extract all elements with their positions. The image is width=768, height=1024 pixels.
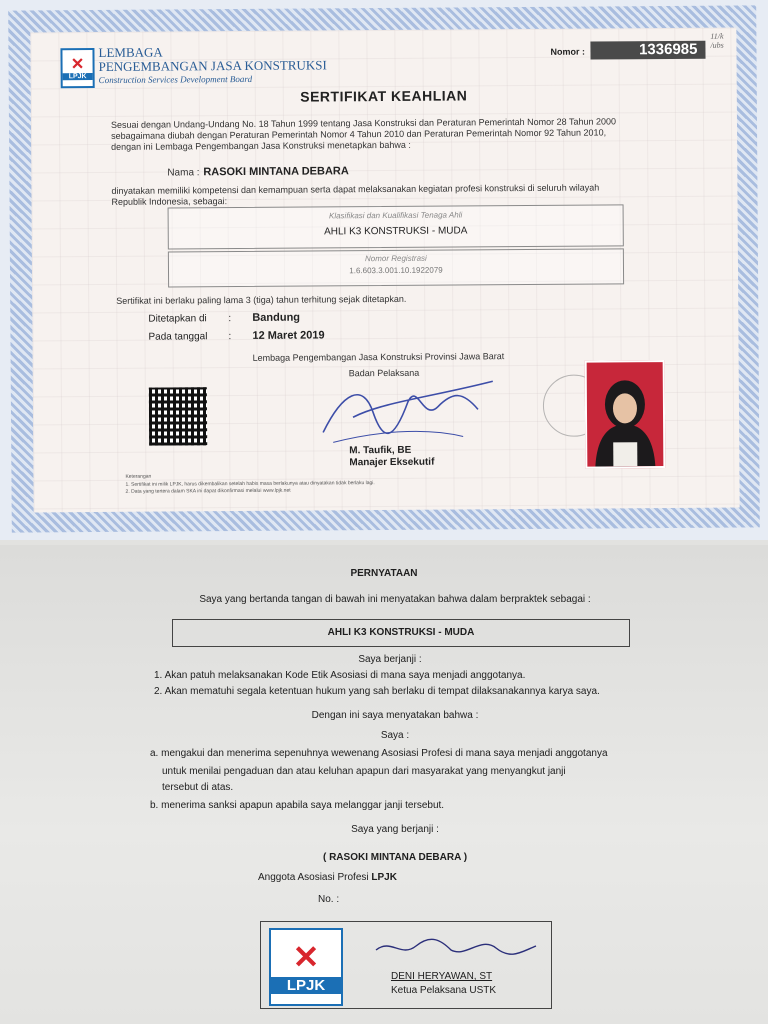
- qr-code: [149, 387, 207, 445]
- ditetapkan-label: Ditetapkan di: [148, 313, 207, 325]
- issuer-line-1: Lembaga Pengembangan Jasa Konstruksi Provinsi Jawa Barat: [252, 351, 505, 363]
- colon-2: :: [228, 331, 232, 343]
- declarant-name: ( RASOKI MINTANA DEBARA ): [322, 852, 468, 863]
- name-label: Nama :: [167, 167, 200, 179]
- logo-text: LPJK: [63, 73, 93, 80]
- tanggal-label: Pada tanggal: [148, 331, 208, 343]
- issuer-line-2: Badan Pelaksana: [348, 367, 420, 379]
- promise-2: 2. Akan mematuhi segala ketentuan hukum yang sah berlaku di tempat dilaksanakannya karya saya.: [154, 686, 600, 697]
- saya-label: Saya :: [380, 730, 410, 741]
- signer-name: M. Taufik, BE: [349, 444, 412, 457]
- intro-line-1: Sesuai dengan Undang-Undang No. 18 Tahun 1999 tentang Jasa Konstruksi dan Peraturan Pemerintah Nomor 28 Tahun 2000: [110, 116, 617, 130]
- member-number-label: No. :: [318, 894, 340, 905]
- org-subtitle: Construction Services Development Board: [98, 73, 253, 85]
- point-a-line-3: tersebut di atas.: [162, 782, 234, 793]
- chairman-signature: [371, 930, 541, 962]
- person-photo-icon: [587, 362, 664, 467]
- note-2: 2. Data yang tertera dalam SKA ini dapat dikonfirmasi melalui www.lpjk.net: [125, 487, 291, 495]
- point-a-line-1: a. mengakui dan menerima sepenuhnya wewenang Asosiasi Profesi di mana saya menjadi anggotanya: [150, 748, 608, 759]
- statement-paper: [0, 545, 768, 1024]
- declared-line-1: dinyatakan memiliki kompetensi dan kemampuan serta dapat melaksanakan kegiatan profesi konstruksi di seluruh wilayah: [111, 182, 600, 196]
- registrasi-box: [168, 248, 624, 287]
- signature-block: [260, 921, 552, 1009]
- member-line: [258, 871, 397, 885]
- signer-title: Manajer Eksekutif: [349, 456, 435, 469]
- margin-note: 11/k /ubs: [710, 31, 724, 50]
- note-1: 1. Sertifikat ini milik LPJK, harus dikembalikan setelah habis masa berlakunya atau dinyatakan tidak berlaku lagi.: [125, 480, 375, 488]
- lpjk-logo-large: [269, 928, 343, 1006]
- registrasi-value: 1.6.603.3.001.10.1922079: [349, 265, 443, 276]
- nomor-label: Nomor :: [550, 46, 586, 57]
- point-b: b. menerima sanksi apapun apabila saya melanggar janji tersebut.: [150, 800, 445, 811]
- registrasi-label: Nomor Registrasi: [364, 253, 427, 264]
- promise-heading: Saya berjanji :: [358, 654, 422, 665]
- promise-1: 1. Akan patuh melaksanakan Kode Etik Asosiasi di mana saya menjadi anggotanya.: [154, 670, 526, 681]
- validity-text: Sertifikat ini berlaku paling lama 3 (tiga) tahun terhitung sejak ditetapkan.: [116, 293, 407, 306]
- intro-line-2: sebagaimana diubah dengan Peraturan Pemerintah Nomor 4 Tahun 2010 dan Peraturan Pemerintah Nomor 92 Tahun 2010,: [111, 127, 607, 141]
- lpjk-emblem-icon: ✕: [70, 55, 85, 73]
- lpjk-logo: [60, 48, 94, 88]
- org-name-line1: LEMBAGA: [98, 44, 163, 60]
- org-name-line2: PENGEMBANGAN JASA KONSTRUKSI: [98, 57, 327, 74]
- klasifikasi-value: AHLI K3 KONSTRUKSI - MUDA: [324, 225, 468, 238]
- role-text: AHLI K3 KONSTRUKSI - MUDA: [327, 627, 475, 638]
- certificate-paper: [30, 28, 739, 513]
- tanggal-value: 12 Maret 2019: [252, 329, 325, 342]
- lpjk-emblem-icon: ✕: [292, 938, 320, 975]
- holder-photo: [585, 360, 666, 469]
- holder-name: RASOKI MINTANA DEBARA: [203, 165, 349, 179]
- chairman-title: Ketua Pelaksana USTK: [391, 985, 497, 996]
- closing-text: Saya yang berjanji :: [351, 824, 439, 835]
- declare-heading: Dengan ini saya menyatakan bahwa :: [311, 710, 479, 721]
- executive-signature: [313, 371, 504, 452]
- intro-line-3: dengan ini Lembaga Pengembangan Jasa Konstruksi menetapkan bahwa :: [111, 139, 411, 152]
- point-a-line-2: untuk menilai pengaduan dan atau keluhan apapun dari masyarakat yang menyangkut janji: [162, 766, 566, 777]
- certificate-title: SERTIFIKAT KEAHLIAN: [300, 87, 468, 105]
- logo-text-large: LPJK: [271, 977, 341, 994]
- declared-line-2: Republik Indonesia, sebagai:: [111, 196, 228, 207]
- klasifikasi-label: Klasifikasi dan Kualifikasi Tenaga Ahli: [328, 210, 463, 221]
- klasifikasi-box: [168, 204, 624, 249]
- statement-title: PERNYATAAN: [350, 568, 418, 579]
- role-box: [172, 619, 630, 647]
- member-label: Anggota Asosiasi Profesi: [258, 872, 369, 883]
- ditetapkan-value: Bandung: [252, 311, 301, 324]
- notes-title: Keterangan: [125, 473, 152, 480]
- statement-intro: Saya yang bertanda tangan di bawah ini menyatakan bahwa dalam berpraktek sebagai :: [199, 594, 591, 605]
- member-org: LPJK: [371, 872, 397, 883]
- certificate-number: 1336985: [590, 41, 705, 60]
- colon-1: :: [228, 313, 232, 325]
- chairman-name: DENI HERYAWAN, ST: [391, 971, 493, 982]
